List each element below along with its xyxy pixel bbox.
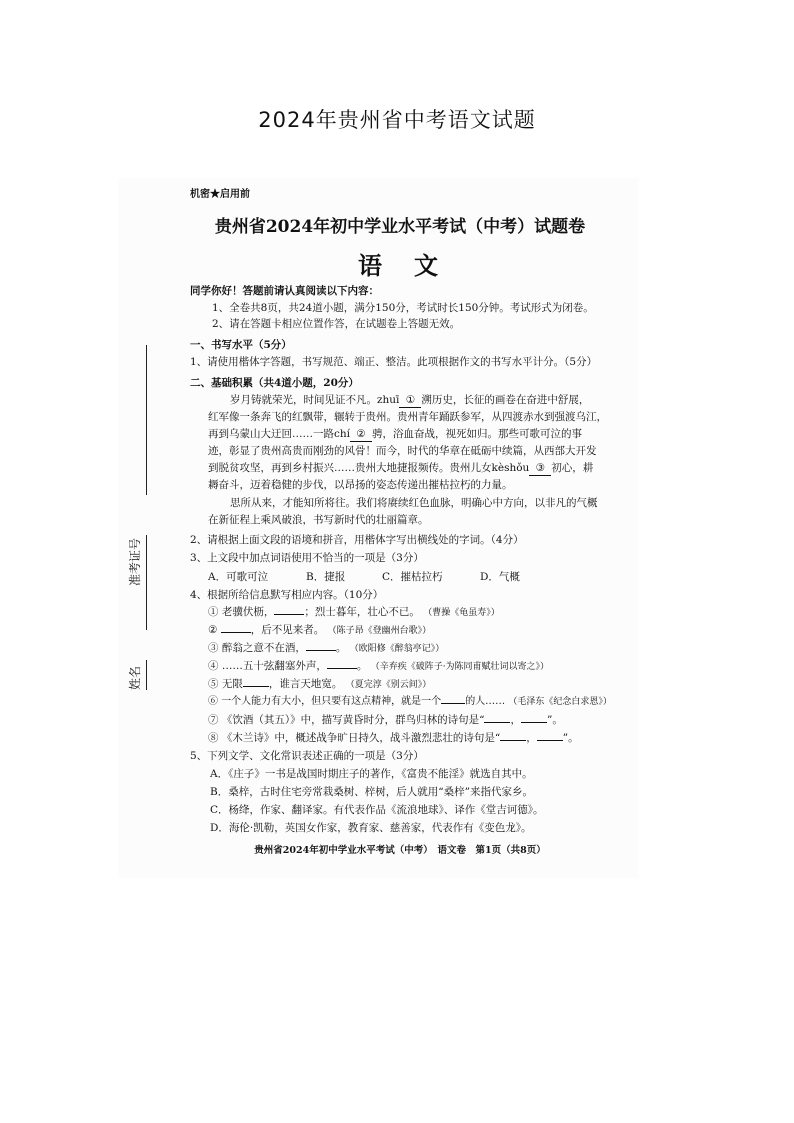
item-text: ，后不见来者。 (250, 624, 325, 636)
document-title: 2024年贵州省中考语文试题 (258, 108, 536, 132)
passage-line-1 (230, 393, 589, 408)
q3-option-d: D．气概 (480, 571, 520, 583)
item-text: ，谁言天地宽。 (268, 678, 343, 690)
section-2-heading: 二、基础积累（共4道小题，20分） (190, 377, 359, 389)
passage-text: 再到乌蒙山大迂回……一路chí (208, 428, 351, 440)
item-text: 的人…… (465, 696, 506, 707)
q4-item-6 (208, 695, 612, 709)
answer-blank (243, 686, 269, 687)
q5-option-b: B．桑梓，古时住宅旁常栽桑树、梓树，后人就用“桑梓”来指代家乡。 (210, 786, 533, 798)
blank-3: ③ (529, 461, 551, 476)
item-number: ⑦ (208, 714, 219, 726)
q4-item-2 (208, 623, 431, 638)
passage-line-6: 耨奋斗，迈着稳健的步伐，以昂扬的姿态传递出摧枯拉朽的力量。 (208, 479, 513, 491)
answer-blank (521, 722, 547, 723)
blank-2: ② (350, 427, 372, 442)
blank-1: ① (399, 393, 421, 408)
item-text: 《饮酒（其五）》中，描写黄昏时分，群鸟归林的诗句是“ (221, 714, 485, 726)
item-source: （曹操《龟虽寿》） (423, 608, 500, 618)
item-text: 醉翁之意不在酒， (221, 642, 306, 654)
binding-line-top (146, 345, 147, 495)
item-text: ……五十弦翻塞外声， (221, 660, 327, 672)
item-source: （夏完淳《别云间》） (345, 680, 432, 690)
item-source: （陈子昂《登幽州台歌》） (327, 626, 432, 636)
section-1-heading: 一、书写水平（5分） (190, 339, 292, 351)
passage-text: 岁月铸就荣光，时间见证不凡。zhuī (230, 394, 400, 406)
item-text: 。 (356, 660, 368, 672)
q3-option-a: A．可歌可泣 (208, 571, 269, 583)
item-text: ”。 (546, 714, 563, 726)
page-footer: 贵州省2024年初中学业水平考试（中考） 语文卷 第1页（共8页） (254, 845, 546, 856)
question-4: 4、根据所给信息默写相应内容。（10分） (190, 589, 384, 601)
answer-blank (274, 614, 304, 615)
passage-line-7: 思所从来，才能知所将往。我们将赓续红色血脉，明确心中方向，以非凡的气概 (230, 497, 598, 509)
passage-text: 到脱贫攻坚，再到乡村振兴……贵州大地捷报频传。贵州儿女kèshǒu (208, 462, 530, 474)
item-text: 无限 (221, 678, 243, 690)
passage-line-5 (208, 461, 593, 476)
item-source: （欧阳修《醉翁亭记》） (349, 644, 445, 654)
q4-item-4 (208, 659, 549, 674)
passage-line-2: 红军像一条奔飞的红飘带，辗转于贵州。贵州青年踊跃参军，从四渡赤水到强渡乌江， (208, 411, 607, 423)
q4-item-7: ⑦ 《饮酒（其五）》中，描写黄昏时分，群鸟归林的诗句是“ ， ”。 (208, 714, 563, 726)
notice-line-1: 1、全卷共8页，共24道小题，满分150分，考试时长150分钟。考试形式为闭卷。 (212, 302, 594, 314)
item-number: ⑧ (208, 732, 219, 744)
q4-item-1 (208, 605, 500, 620)
answer-blank (327, 668, 357, 669)
q3-option-b: B．捷报 (306, 571, 346, 583)
passage-line-4: 迹，彰显了贵州高贵而刚劲的风骨！而今，时代的华章在砥砺中续篇，从西部大开发 (208, 445, 597, 457)
passage-text: 初心，耕 (551, 462, 594, 474)
item-text: 。 (335, 642, 347, 654)
item-number: ② (208, 624, 218, 636)
item-text: 一个人能力有大小，但只要有这点精神，就是一个 (221, 696, 442, 707)
answer-blank (441, 703, 465, 704)
item-number: ⑥ (208, 696, 218, 707)
answer-blank (221, 632, 251, 633)
exam-title: 贵州省2024年初中学业水平考试（中考）试题卷 (214, 217, 586, 237)
item-number: ⑤ (208, 678, 219, 690)
q4-item-8: ⑧ 《木兰诗》中，概述战争旷日持久，战斗激烈悲壮的诗句是“ ， ”。 (208, 732, 579, 744)
item-text: ；烈士暮年，壮心不已。 (304, 606, 420, 618)
item-source: （毛泽东《纪念白求恩》） (508, 697, 612, 707)
binding-line-middle (146, 535, 147, 630)
answer-blank (500, 740, 526, 741)
binding-line-bottom (146, 660, 147, 690)
confidential-mark: 机密★启用前 (190, 189, 250, 200)
answer-blank (537, 740, 563, 741)
passage-line-8: 在新征程上乘风破浪，书写新时代的壮丽篇章。 (208, 514, 429, 526)
exam-number-label: 准考证号 (128, 537, 142, 586)
item-text: 老骥伏枥， (221, 606, 275, 618)
item-number: ① (208, 606, 219, 618)
passage-text: 溯历史，长征的画卷在奋进中舒展， (421, 394, 590, 406)
q5-option-c: C．杨绛，作家、翻译家。有代表作品《流浪地球》、译作《堂吉诃德》。 (210, 804, 544, 816)
q4-item-3 (208, 641, 444, 656)
subject-title: 语 文 (358, 251, 442, 280)
q4-item-5 (208, 677, 431, 692)
notice-line-2: 2、请在答题卡相应位置作答，在试题卷上答题无效。 (212, 318, 461, 330)
passage-line-3 (208, 427, 582, 442)
q3-option-c: C．摧枯拉朽 (382, 571, 443, 583)
question-2: 2、请根据上面文段的语境和拼音，用楷体字写出横线处的字词。（4分） (190, 534, 524, 546)
passage-text: 骋，浴血奋战，视死如归。那些可歌可泣的事 (372, 428, 583, 440)
q5-option-d: D．海伦·凯勒，英国女作家，教育家、慈善家，代表作有《变色龙》。 (210, 822, 532, 834)
answer-blank (484, 722, 510, 723)
item-text: ”。 (562, 732, 579, 744)
answer-blank (306, 650, 336, 651)
item-text: 《木兰诗》中，概述战争旷日持久，战斗激烈悲壮的诗句是“ (221, 732, 501, 744)
q5-option-a: A．《庄子》一书是战国时期庄子的著作，《富贵不能淫》就选自其中。 (210, 768, 533, 780)
greeting: 同学你好！答题前请认真阅读以下内容： (190, 285, 379, 297)
question-5: 5、下列文学、文化常识表述正确的一项是（3分） (190, 750, 424, 762)
item-number: ④ (208, 660, 219, 672)
item-source: （辛弃疾《破阵子·为陈同甫赋壮词以寄之》） (370, 662, 550, 672)
question-3: 3、上文段中加点词语使用不恰当的一项是（3分） (190, 552, 424, 564)
name-label: 姓名 (128, 665, 142, 690)
question-1: 1、请使用楷体字答题，书写规范、端正、整洁。此项根据作文的书写水平计分。（5分） (190, 356, 598, 368)
item-number: ③ (208, 642, 219, 654)
